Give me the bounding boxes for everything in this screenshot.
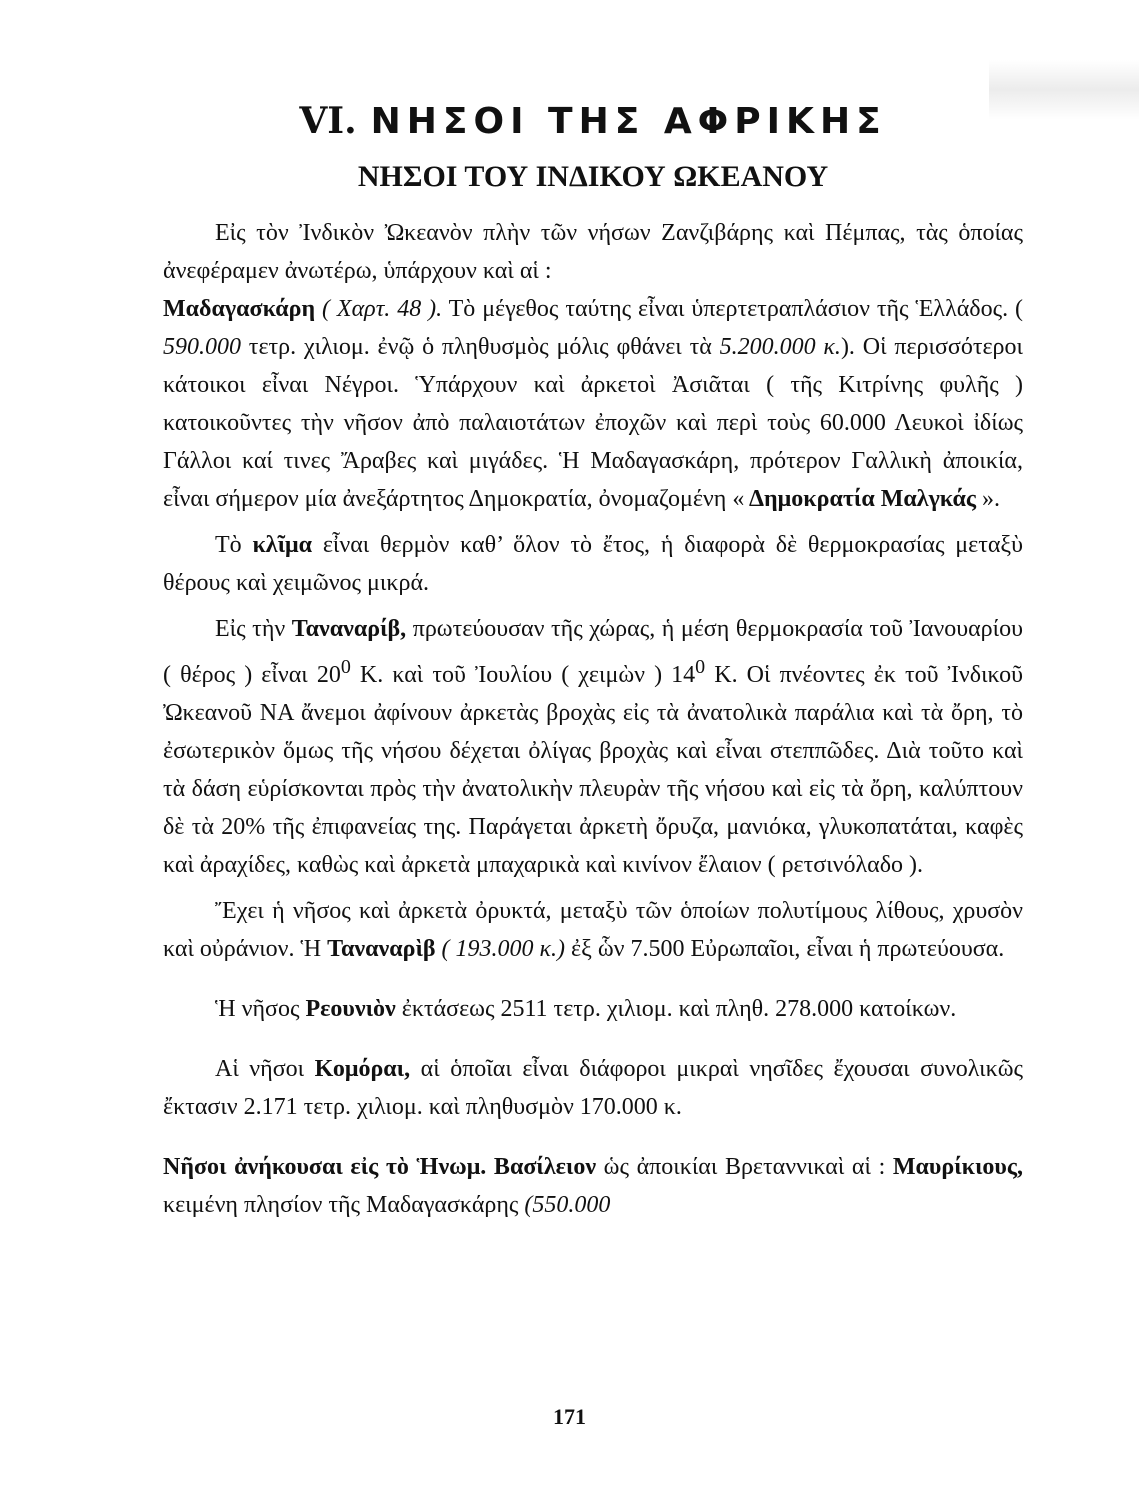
text-span: Τὸ [215, 532, 253, 558]
degree-mark: 0 [695, 656, 706, 678]
text-span: αἱ ὁποῖαι εἶναι διάφοροι μικραὶ νησῖδες ἔχουσαι συνολικῶς ἔκτασιν 2.171 τετρ. χιλιομ. καὶ πληθυσμὸν 170.000 κ. [163, 1056, 1023, 1120]
paragraph-reunion [163, 990, 1023, 1028]
text-span: ἐκτάσεως 2511 τετρ. χιλιομ. καὶ πληθ. 278.000 κατοίκων. [395, 996, 957, 1022]
population-value: 5.200.000 κ. [711, 334, 841, 360]
comoros-name: Κομόραι, [314, 1056, 411, 1082]
chapter-title [163, 100, 1023, 142]
text-span: ». [975, 486, 1000, 512]
mauritius-name: Μαυρίκιους, [892, 1154, 1023, 1180]
chapter-title-text: ΝΗΣΟΙ ΤΗΣ ΑΦΡΙΚΗΣ [370, 101, 887, 142]
text-span: εἶναι θερμὸν καθ’ ὅλον τὸ ἔτος, ἡ διαφορὰ δὲ θερμοκρασίας μεταξὺ θέρους καὶ χειμῶνος μικρά. [163, 532, 1023, 596]
text-span: κειμένη πλησίον τῆς Μαδαγασκάρης [163, 1192, 525, 1218]
paragraph-comoros [163, 1050, 1023, 1126]
section-subtitle: ΝΗΣΟΙ ΤΟΥ ΙΝΔΙΚΟΥ ΩΚΕΑΝΟΥ [357, 160, 829, 193]
paragraph-madagascar [163, 290, 1023, 518]
page-number: 171 [553, 1404, 586, 1429]
paragraph-antananarivo [163, 610, 1023, 884]
climate-term: κλῖμα [252, 532, 313, 558]
text-span: πρωτεύουσαν τῆς χώρας, ἡ μέση θερμοκρασία τοῦ Ἰανουαρίου ( θέρος ) εἶναι 20 [163, 616, 1023, 688]
text-span: Αἱ νῆσοι [215, 1056, 315, 1082]
text-span: Ἔχει ἡ νῆσος καὶ ἀρκετὰ ὀρυκτά, μεταξὺ τῶν ὁποίων πολυτίμους λίθους, χρυσὸν καὶ οὐράνιον. Ἡ [163, 898, 1023, 962]
paragraph-minerals [163, 892, 1023, 968]
mauritius-population: (550.000 [524, 1192, 611, 1218]
reunion-name: Ρεουνιὸν [305, 996, 396, 1022]
capital-population: ( 193.000 κ.) [435, 936, 566, 962]
paragraph-intro: Εἰς τὸν Ἰνδικὸν Ὠκεανὸν πλὴν τῶν νήσων Ζανζιβάρης καὶ Πέμπας, τὰς ὁποίας ἀνεφέραμεν ἀνωτέρω, ὑπάρχουν καὶ αἱ : [163, 220, 1023, 284]
text-span: ἐξ ὧν 7.500 Εὐρωπαῖοι, εἶναι ἡ πρωτεύουσα. [565, 936, 1005, 962]
text-span: Κ. καὶ τοῦ Ἰουλίου ( χειμὼν ) 14 [350, 662, 696, 688]
text-span: Κ. Οἱ πνέοντες ἐκ τοῦ Ἰνδικοῦ Ὠκεανοῦ ΝΑ ἄνεμοι ἀφίνουν ἀρκετὰς βροχὰς εἰς τὰ ἀνατολικὰ παράλια καὶ τὰ ὄρη, τὸ ἐσωτερικὸν ὅμως τῆς νήσου δέχεται ὀλίγας βροχὰς καὶ εἶναι στεππῶδες. Διὰ τοῦτο καὶ τὰ δάση εὑρίσκονται πρὸς τὴν ἀνατολικὴν πλευρὰν τῆς νήσου καὶ εἰς τὰ ὄρη, καλύπτουν δὲ τὰ 20% τῆς ἐπιφανείας της. Παράγεται ἀρκετὴ ὄρυζα, μανιόκα, γλυκοπατάται, καφὲς καὶ ἀραχίδες, καθὼς καὶ ἀρκετὰ μπαχαρικὰ καὶ κινίνον ἔλαιον ( ρετσινόλαδο ). [163, 662, 1023, 878]
text-span: τετρ. χιλιομ. ἐνῷ ὁ πληθυσμὸς μόλις φθάνει τὰ [241, 334, 712, 360]
map-reference: ( Χαρτ. 48 ). [322, 296, 443, 322]
page-body [163, 100, 1023, 1224]
capital-name: Ταναναρίβ, [291, 616, 407, 642]
paragraph-british-islands [163, 1148, 1023, 1224]
text-span: ). Οἱ περισσότεροι κάτοικοι εἶναι Νέγροι. Ὑπάρχουν καὶ ἀρκετοὶ Ἀσιᾶται ( τῆς Κιτρίνης φυλῆς ) κατοικοῦντες τὴν νῆσον ἀπὸ παλαιοτάτων ἐποχῶν καὶ περὶ τοὺς 60.000 Λευκοὶ ἰδίως Γάλλοι καί τινες Ἄραβες καὶ μιγάδες. Ἡ Μαδαγασκάρη, πρότερον Γαλλικὴ ἀποικία, εἶναι σήμερον μία ἀνεξάρτητος Δημοκρατία, ὀνομαζομένη « [163, 334, 1023, 512]
text-span: Ἡ νῆσος [215, 996, 306, 1022]
degree-mark: 0 [340, 656, 351, 678]
madagascar-name: Μαδαγασκάρη [163, 296, 316, 322]
capital-name: Ταναναρὶβ [327, 936, 436, 962]
text-span: Εἰς τὴν [215, 616, 292, 642]
text-span: ὡς ἀποικίαι Βρεταννικαὶ αἱ : [596, 1154, 893, 1180]
chapter-number: VI. [299, 100, 357, 142]
paragraph-climate [163, 526, 1023, 602]
republic-name: Δημοκρατία Μαλγκάς [744, 486, 976, 512]
area-value: 590.000 [163, 334, 241, 360]
british-islands-heading: Νῆσοι ἀνήκουσαι εἰς τὸ Ἡνωμ. Βασίλειον [163, 1154, 597, 1180]
text-span: Τὸ μέγεθος ταύτης εἶναι ὑπερτετραπλάσιον τῆς Ἑλλάδος. ( [442, 296, 1024, 322]
